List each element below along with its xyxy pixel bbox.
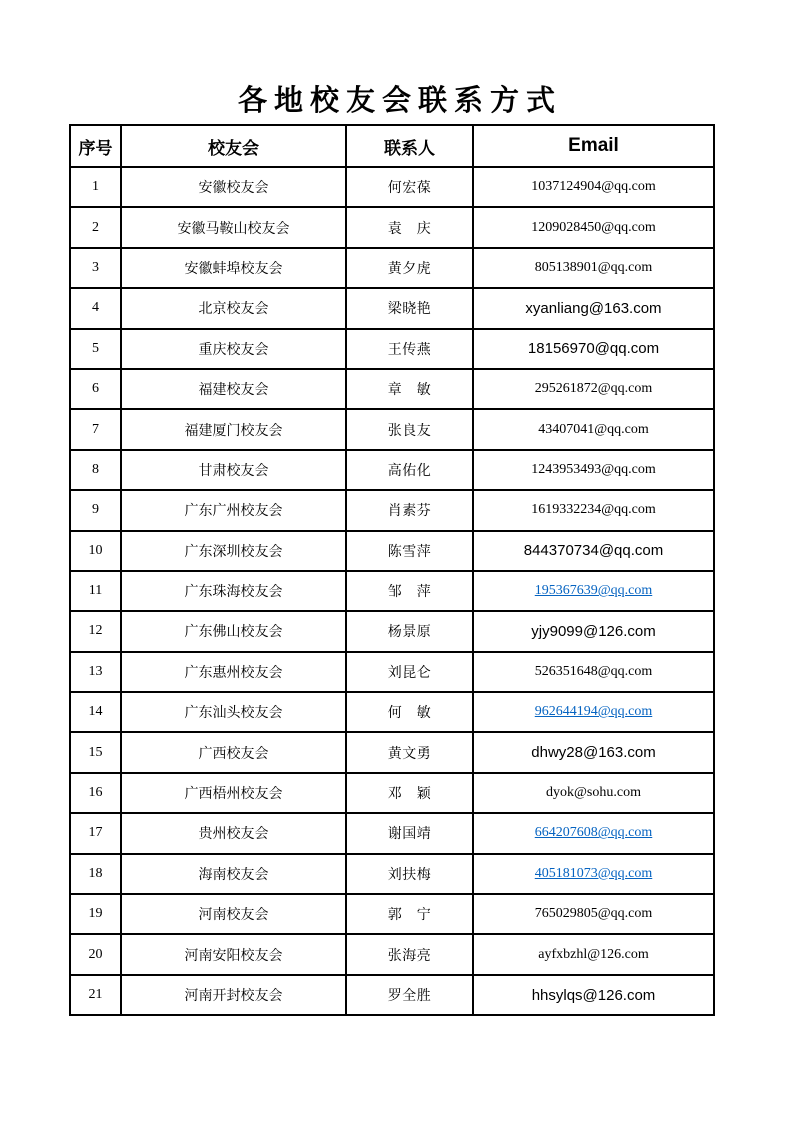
- alumni-branch-name: 安徽校友会: [121, 167, 346, 207]
- table-row: [70, 531, 714, 571]
- contact-person: 何 敏: [346, 692, 473, 732]
- contact-person: 邹 萍: [346, 571, 473, 611]
- table-row: [70, 288, 714, 328]
- contact-person: 张海亮: [346, 934, 473, 974]
- alumni-branch-name: 海南校友会: [121, 854, 346, 894]
- row-index: 5: [70, 329, 121, 369]
- contact-person: 刘昆仑: [346, 652, 473, 692]
- contact-person: 章 敏: [346, 369, 473, 409]
- alumni-branch-name: 安徽马鞍山校友会: [121, 207, 346, 247]
- email-address: xyanliang@163.com: [473, 288, 714, 328]
- row-index: 8: [70, 450, 121, 490]
- column-header-index: 序号: [70, 125, 121, 167]
- email-address: 844370734@qq.com: [473, 531, 714, 571]
- email-link[interactable]: 962644194@qq.com: [534, 704, 653, 720]
- contact-person: 黄文勇: [346, 732, 473, 772]
- alumni-branch-name: 重庆校友会: [121, 329, 346, 369]
- table-row: [70, 409, 714, 449]
- contact-person: 刘扶梅: [346, 854, 473, 894]
- email-link[interactable]: 405181073@qq.com: [534, 865, 653, 881]
- email-address: yjy9099@126.com: [473, 611, 714, 651]
- row-index: 21: [70, 975, 121, 1015]
- email-address: 765029805@qq.com: [473, 894, 714, 934]
- table-row: [70, 692, 714, 732]
- contact-person: 何宏葆: [346, 167, 473, 207]
- page-title: 各地校友会联系方式: [237, 83, 562, 117]
- email-address: 1209028450@qq.com: [473, 207, 714, 247]
- email-address: hhsylqs@126.com: [473, 975, 714, 1015]
- row-index: 15: [70, 732, 121, 772]
- row-index: 9: [70, 490, 121, 530]
- table-row: [70, 652, 714, 692]
- table-row: [70, 934, 714, 974]
- contact-person: 袁 庆: [346, 207, 473, 247]
- alumni-branch-name: 广东惠州校友会: [121, 652, 346, 692]
- contact-person: 郭 宁: [346, 894, 473, 934]
- table-row: [70, 248, 714, 288]
- alumni-branch-name: 广东珠海校友会: [121, 571, 346, 611]
- email-link[interactable]: 664207608@qq.com: [534, 825, 653, 841]
- row-index: 17: [70, 813, 121, 853]
- table-row: [70, 207, 714, 247]
- row-index: 6: [70, 369, 121, 409]
- header-row: [70, 125, 714, 167]
- email-cell: [473, 692, 714, 732]
- contact-person: 黄夕虎: [346, 248, 473, 288]
- contact-person: 肖素芬: [346, 490, 473, 530]
- email-address: dhwy28@163.com: [473, 732, 714, 772]
- contact-person: 陈雪萍: [346, 531, 473, 571]
- row-index: 13: [70, 652, 121, 692]
- row-index: 18: [70, 854, 121, 894]
- row-index: 3: [70, 248, 121, 288]
- contact-person: 张良友: [346, 409, 473, 449]
- alumni-branch-name: 河南安阳校友会: [121, 934, 346, 974]
- alumni-branch-name: 甘肃校友会: [121, 450, 346, 490]
- alumni-branch-name: 安徽蚌埠校友会: [121, 248, 346, 288]
- row-index: 7: [70, 409, 121, 449]
- row-index: 1: [70, 167, 121, 207]
- contact-person: 王传燕: [346, 329, 473, 369]
- email-cell: [473, 571, 714, 611]
- row-index: 2: [70, 207, 121, 247]
- table-row: [70, 894, 714, 934]
- table-row: [70, 167, 714, 207]
- alumni-branch-name: 广西校友会: [121, 732, 346, 772]
- email-address: 1243953493@qq.com: [473, 450, 714, 490]
- contact-person: 杨景原: [346, 611, 473, 651]
- table-row: [70, 975, 714, 1015]
- table-row: [70, 732, 714, 772]
- email-cell: [473, 813, 714, 853]
- row-index: 19: [70, 894, 121, 934]
- row-index: 4: [70, 288, 121, 328]
- alumni-branch-name: 河南开封校友会: [121, 975, 346, 1015]
- row-index: 11: [70, 571, 121, 611]
- alumni-branch-name: 河南校友会: [121, 894, 346, 934]
- table-row: [70, 571, 714, 611]
- alumni-branch-name: 广西梧州校友会: [121, 773, 346, 813]
- column-header-contact: 联系人: [346, 125, 473, 167]
- email-address: ayfxbzhl@126.com: [473, 934, 714, 974]
- row-index: 20: [70, 934, 121, 974]
- column-header-email: Email: [473, 125, 714, 167]
- email-address: dyok@sohu.com: [473, 773, 714, 813]
- email-address: 805138901@qq.com: [473, 248, 714, 288]
- alumni-branch-name: 北京校友会: [121, 288, 346, 328]
- table-row: [70, 450, 714, 490]
- alumni-branch-name: 贵州校友会: [121, 813, 346, 853]
- table-row: [70, 854, 714, 894]
- table-row: [70, 490, 714, 530]
- contact-person: 谢国靖: [346, 813, 473, 853]
- email-link[interactable]: 195367639@qq.com: [534, 583, 653, 599]
- contact-person: 邓 颖: [346, 773, 473, 813]
- alumni-branch-name: 广东广州校友会: [121, 490, 346, 530]
- alumni-branch-name: 福建厦门校友会: [121, 409, 346, 449]
- table-body: [70, 167, 714, 1015]
- table-row: [70, 329, 714, 369]
- table-row: [70, 773, 714, 813]
- email-address: 295261872@qq.com: [473, 369, 714, 409]
- table-row: [70, 369, 714, 409]
- alumni-contact-table: [69, 124, 715, 1016]
- contact-person: 高佑化: [346, 450, 473, 490]
- contact-person: 罗全胜: [346, 975, 473, 1015]
- table-row: [70, 813, 714, 853]
- alumni-branch-name: 广东佛山校友会: [121, 611, 346, 651]
- row-index: 16: [70, 773, 121, 813]
- email-address: 526351648@qq.com: [473, 652, 714, 692]
- table-row: [70, 611, 714, 651]
- alumni-branch-name: 广东深圳校友会: [121, 531, 346, 571]
- alumni-branch-name: 福建校友会: [121, 369, 346, 409]
- email-address: 43407041@qq.com: [473, 409, 714, 449]
- email-address: 18156970@qq.com: [473, 329, 714, 369]
- alumni-branch-name: 广东汕头校友会: [121, 692, 346, 732]
- email-address: 1619332234@qq.com: [473, 490, 714, 530]
- column-header-branch: 校友会: [121, 125, 346, 167]
- row-index: 10: [70, 531, 121, 571]
- email-cell: [473, 854, 714, 894]
- row-index: 14: [70, 692, 121, 732]
- contact-person: 梁晓艳: [346, 288, 473, 328]
- row-index: 12: [70, 611, 121, 651]
- email-address: 1037124904@qq.com: [473, 167, 714, 207]
- table-header: [70, 125, 714, 167]
